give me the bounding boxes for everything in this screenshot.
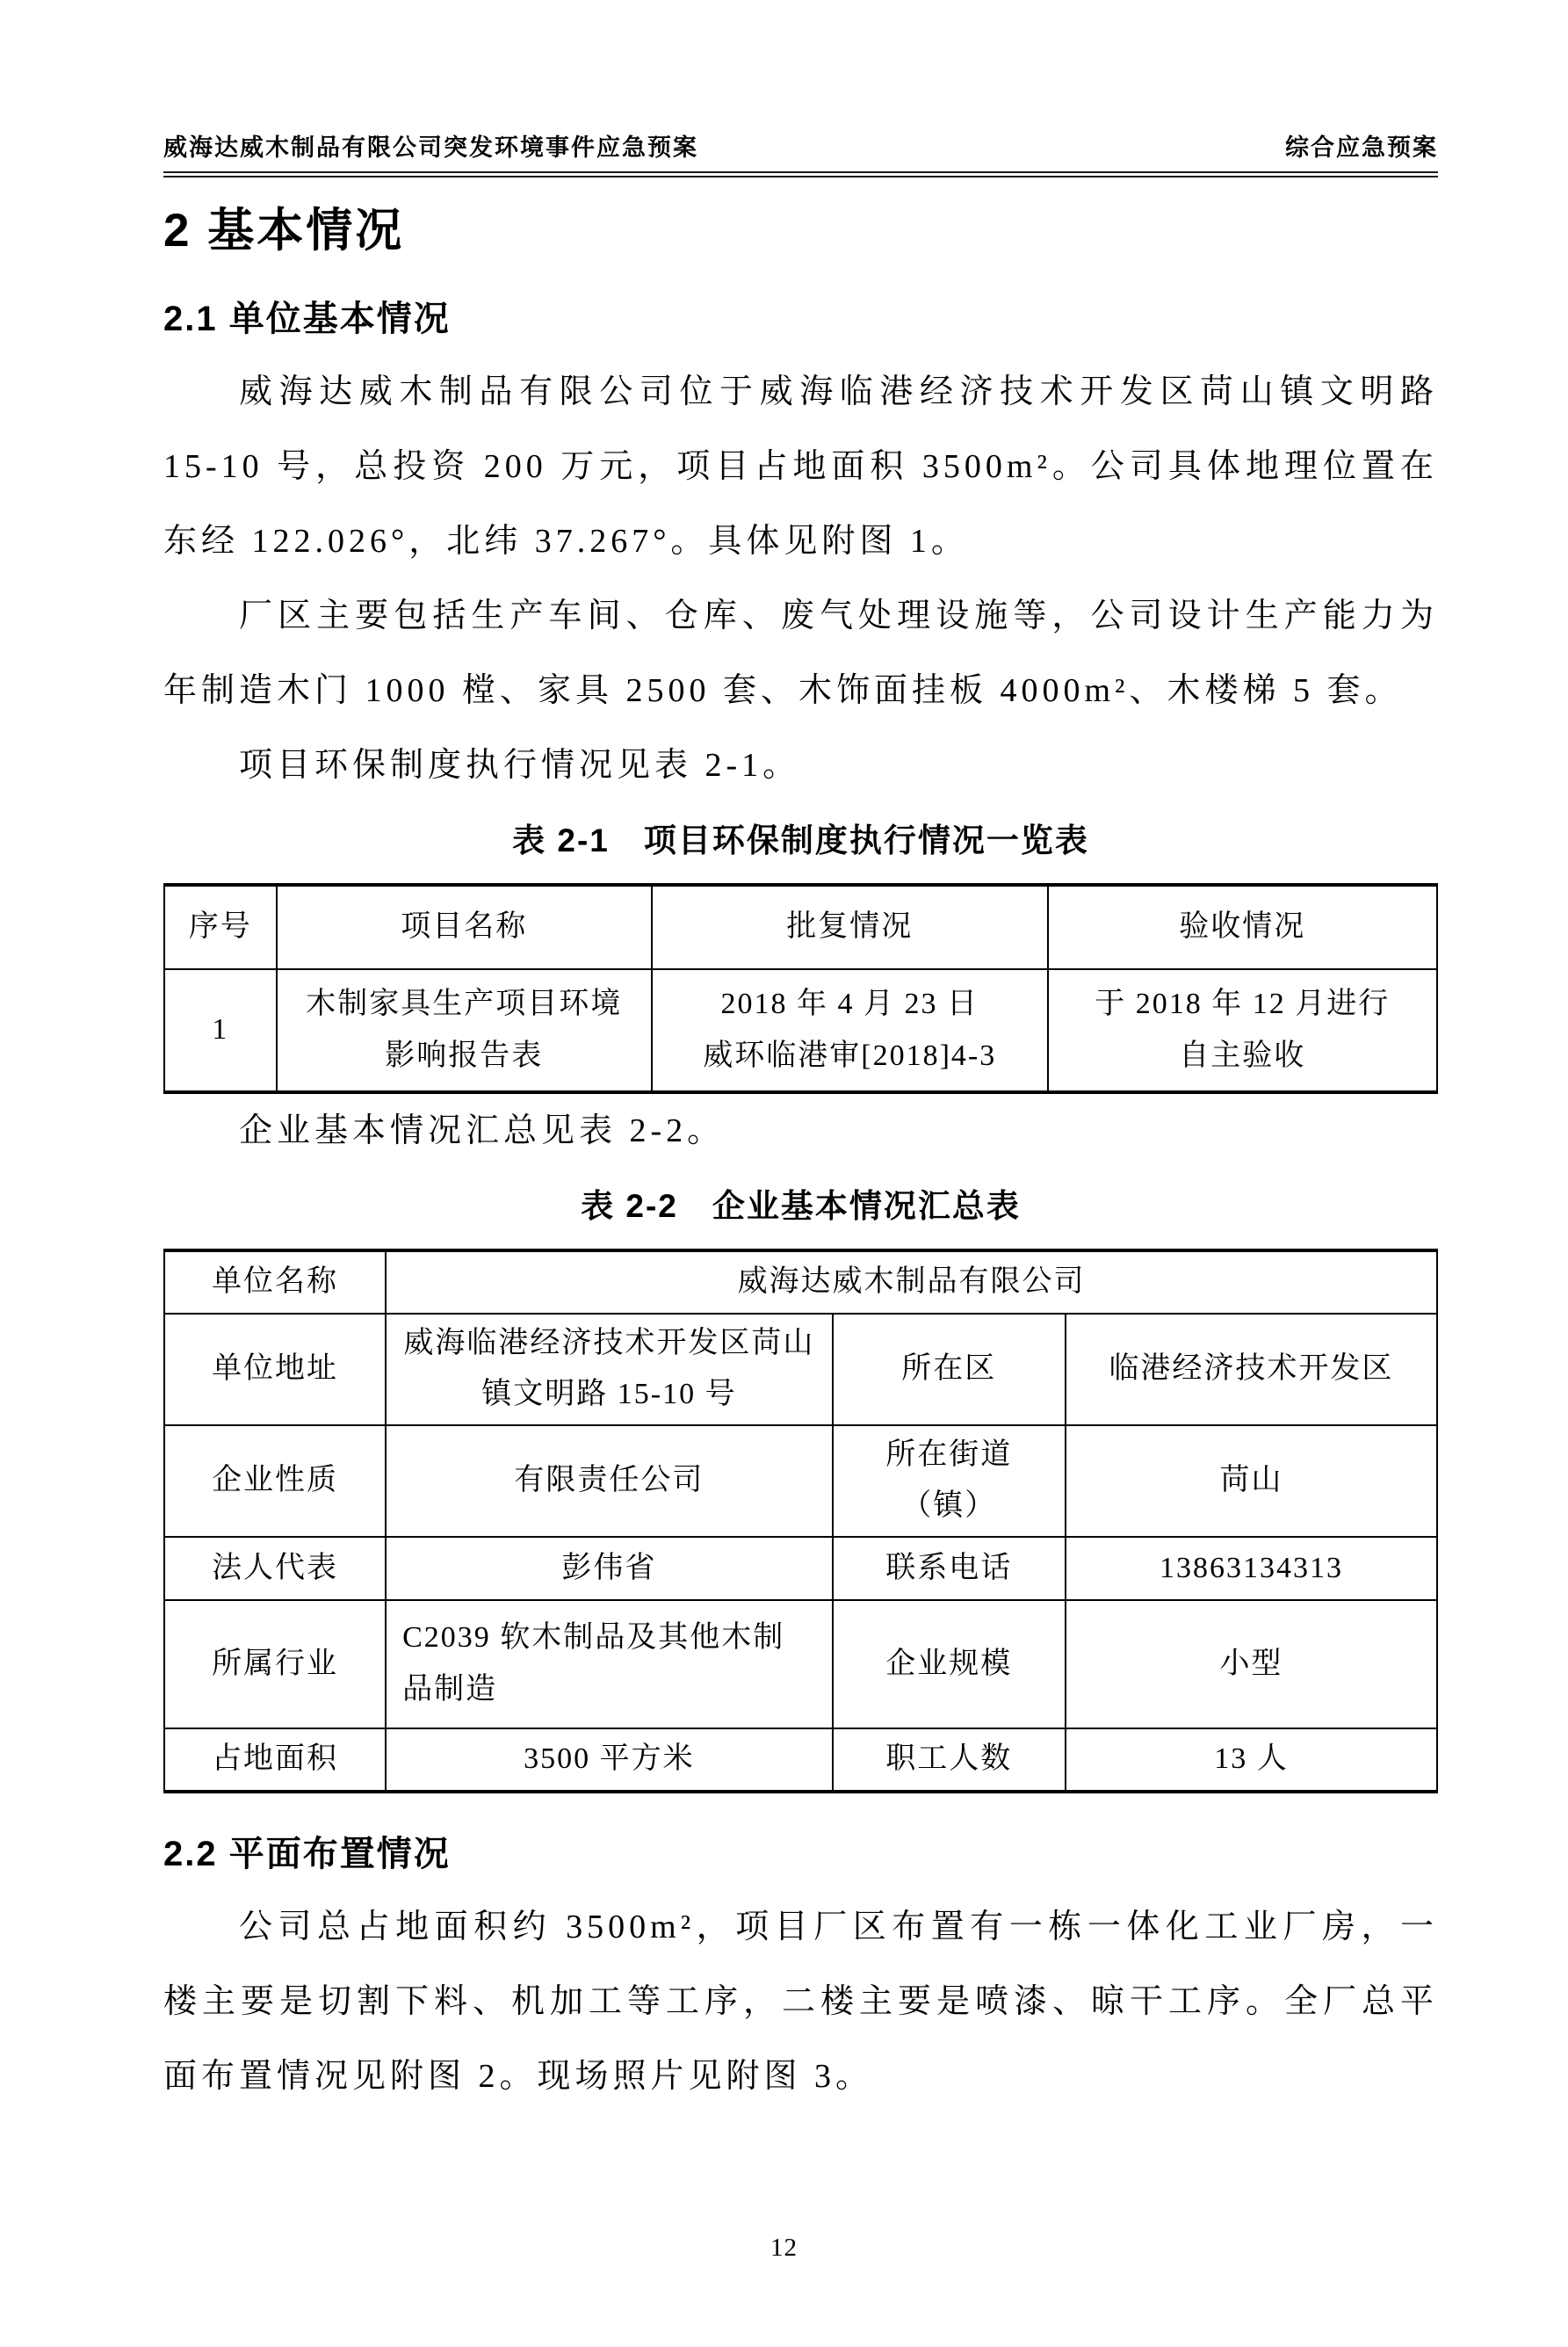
paragraph-layout: 公司总占地面积约 3500m²，项目厂区布置有一栋一体化工业厂房，一楼主要是切割下料、机加工等工序，二楼主要是喷漆、晾干工序。全厂总平面布置情况见附图 2。现场照片见附图 3。 — [163, 1908, 1438, 2095]
cell-acceptance-line2: 自主验收 — [1179, 1039, 1306, 1072]
section-heading-2-1: 2.1 单位基本情况 — [163, 300, 451, 338]
cell-phone-label: 联系电话 — [833, 1537, 1066, 1600]
page-number: 12 — [770, 2234, 798, 2262]
table-row — [164, 1250, 1437, 1314]
col-header-seq: 序号 — [164, 885, 277, 969]
cell-area-value: 3500 平方米 — [386, 1728, 833, 1792]
table-row — [164, 1537, 1437, 1600]
col-header-approval: 批复情况 — [652, 885, 1048, 969]
document-page — [0, 128, 1568, 2114]
section-heading-2-2: 2.2 平面布置情况 — [163, 1834, 451, 1873]
col-header-acceptance: 验收情况 — [1048, 885, 1437, 969]
table-row — [164, 1600, 1437, 1728]
table-2-1-header-row — [164, 885, 1437, 969]
table-row — [164, 1314, 1437, 1425]
cell-phone-value: 13863134313 — [1066, 1537, 1437, 1600]
cell-staff-value: 13 人 — [1066, 1728, 1437, 1792]
cell-unit-name-label: 单位名称 — [164, 1250, 386, 1314]
cell-approval-line1: 2018 年 4 月 23 日 — [720, 988, 979, 1021]
header-right-title: 综合应急预案 — [1285, 134, 1438, 161]
cell-project-name: 木制家具生产项目环境影响报告表 — [277, 969, 652, 1092]
cell-seq: 1 — [164, 969, 277, 1092]
cell-legal-rep-label: 法人代表 — [164, 1537, 386, 1600]
cell-scale-value: 小型 — [1066, 1600, 1437, 1728]
paragraph-company-intro: 威海达威木制品有限公司位于威海临港经济技术开发区苘山镇文明路 15-10 号，总投资 200 万元，项目占地面积 3500m²。公司具体地理位置在东经 122.026°，北纬 37.267°。具体见附图 1。 — [163, 373, 1438, 560]
paragraph-see-table-2-2: 企业基本情况汇总见表 2-2。 — [239, 1112, 726, 1149]
cell-staff-label: 职工人数 — [833, 1728, 1066, 1792]
cell-scale-label: 企业规模 — [833, 1600, 1066, 1728]
cell-acceptance — [1048, 969, 1437, 1092]
table-2-2-caption: 表 2-2 企业基本情况汇总表 — [581, 1188, 1021, 1224]
cell-legal-rep-value: 彭伟省 — [386, 1537, 833, 1600]
cell-district-label: 所在区 — [833, 1314, 1066, 1425]
cell-street-value: 苘山 — [1066, 1425, 1437, 1537]
paragraph-plant-capacity: 厂区主要包括生产车间、仓库、废气处理设施等，公司设计生产能力为年制造木门 1000 樘、家具 2500 套、木饰面挂板 4000m²、木楼梯 5 套。 — [163, 598, 1438, 709]
cell-district-value: 临港经济技术开发区 — [1066, 1314, 1437, 1425]
cell-address-value: 威海临港经济技术开发区苘山镇文明路 15-10 号 — [386, 1314, 833, 1425]
cell-industry-value: C2039 软木制品及其他木制品制造 — [386, 1600, 833, 1728]
cell-approval — [652, 969, 1048, 1092]
col-header-project-name: 项目名称 — [277, 885, 652, 969]
cell-street-label: 所在街道（镇） — [833, 1425, 1066, 1537]
table-row — [164, 1425, 1437, 1537]
cell-industry-label: 所属行业 — [164, 1600, 386, 1728]
page-header — [163, 128, 1438, 171]
header-rule — [163, 171, 1438, 177]
table-row — [164, 1728, 1437, 1792]
section-heading-2: 2 基本情况 — [163, 205, 405, 257]
header-left-title: 威海达威木制品有限公司突发环境事件应急预案 — [163, 134, 698, 161]
paragraph-see-table-2-1: 项目环保制度执行情况见表 2-1。 — [239, 747, 801, 784]
cell-nature-label: 企业性质 — [164, 1425, 386, 1537]
cell-nature-value: 有限责任公司 — [386, 1425, 833, 1537]
cell-address-label: 单位地址 — [164, 1314, 386, 1425]
table-2-1-caption: 表 2-1 项目环保制度执行情况一览表 — [512, 822, 1089, 858]
cell-approval-line2: 威环临港审[2018]4-3 — [703, 1039, 997, 1072]
table-2-1-data-row — [164, 969, 1437, 1092]
cell-unit-name-value: 威海达威木制品有限公司 — [386, 1250, 1437, 1314]
cell-area-label: 占地面积 — [164, 1728, 386, 1792]
cell-acceptance-line1: 于 2018 年 12 月进行 — [1095, 988, 1391, 1021]
table-2-1 — [163, 883, 1438, 1094]
table-2-2 — [163, 1249, 1438, 1793]
